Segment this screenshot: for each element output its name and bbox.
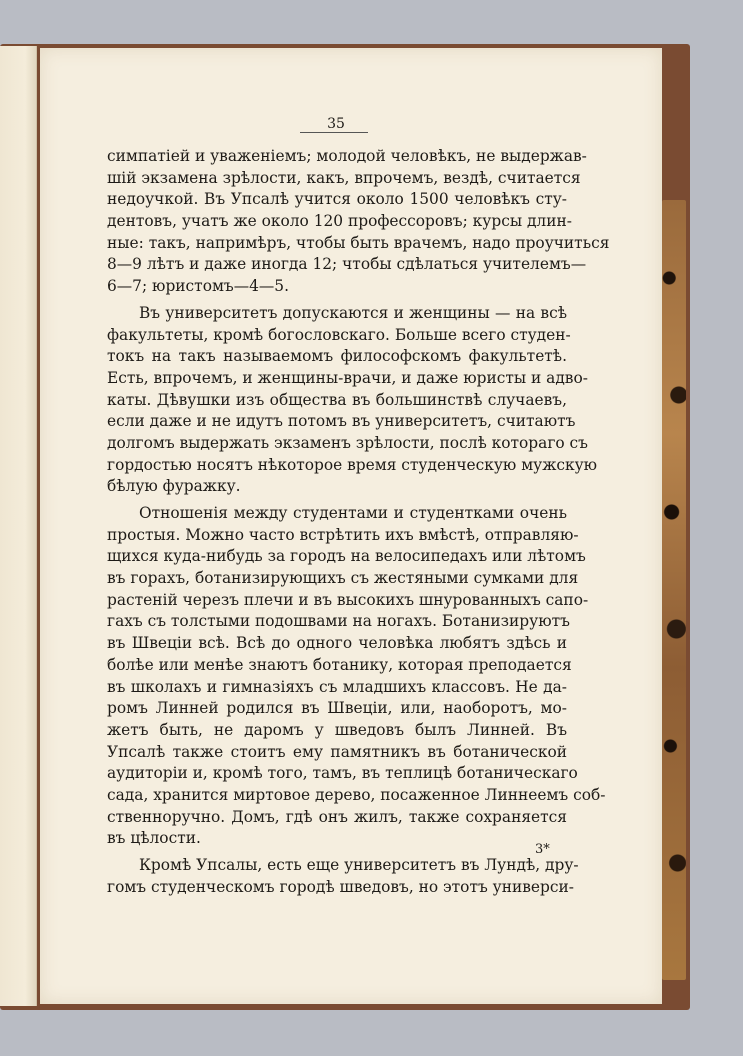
text-line: Есть, впрочемъ, и женщины-врачи, и даже юристы и адво- — [107, 368, 588, 387]
text-line: жетъ быть, не даромъ у шведовъ былъ Линней. Въ — [107, 720, 567, 739]
text-line: ственноручно. Домъ, гдѣ онъ жилъ, также сохраняется — [107, 807, 567, 826]
text-line: если даже и не идутъ потомъ въ университетъ, считаютъ — [107, 412, 576, 431]
text-line: ромъ Линней родился въ Швеціи, или, наоборотъ, мо- — [107, 699, 567, 718]
page-number: 35 — [327, 116, 345, 132]
text-line: факультеты, кромѣ богословскаго. Больше всего студен- — [107, 325, 571, 344]
paragraph-start: Отношенія между студентами и студентками очень — [139, 504, 567, 522]
text-line: въ Швеціи всѣ. Всѣ до одного человѣка любятъ здѣсь и — [107, 634, 567, 653]
text-line: Упсалѣ также стоитъ ему памятникъ въ ботанической — [107, 742, 567, 761]
text-line: каты. Дѣвушки изъ общества въ большинствѣ случаевъ, — [107, 390, 567, 409]
text-line: гахъ съ толстыми подошвами на ногахъ. Ботанизируютъ — [107, 612, 570, 631]
text-line: шій экзамена зрѣлости, какъ, впрочемъ, вездѣ, считается — [107, 168, 581, 187]
text-line: ные: такъ, напримѣръ, чтобы быть врачемъ, надо проучиться — [107, 233, 610, 252]
text-line: простыя. Можно часто встрѣтить ихъ вмѣстѣ, отправляю- — [107, 525, 579, 544]
text-line: токъ на такъ называемомъ философскомъ факультетѣ. — [107, 347, 567, 366]
page-number-rule — [300, 132, 368, 133]
text-line: дентовъ, учатъ же около 120 профессоровъ; курсы длин- — [107, 212, 572, 231]
text-line: бѣлую фуражку. — [107, 477, 241, 496]
text-line: недоучкой. Въ Упсалѣ учится около 1500 человѣкъ сту- — [107, 190, 567, 209]
marbled-edge — [662, 200, 686, 980]
left-page-edge — [0, 46, 37, 1006]
text-line: аудиторіи и, кромѣ того, тамъ, въ теплицѣ ботаническаго — [107, 764, 578, 783]
text-line: растеній черезъ плечи и въ высокихъ шнурованныхъ сапо- — [107, 590, 589, 609]
text-line: въ школахъ и гимназіяхъ съ младшихъ классовъ. Не да- — [107, 677, 567, 696]
text-line: сада, хранится миртовое дерево, посаженное Линнеемъ соб- — [107, 785, 606, 804]
text-line: 8—9 лѣтъ и даже иногда 12; чтобы сдѣлаться учителемъ— — [107, 255, 587, 274]
text-line: въ горахъ, ботанизирующихъ съ жестяными сумками для — [107, 569, 579, 588]
body-text — [107, 146, 610, 898]
text-line: щихся куда-нибудь за городъ на велосипедахъ или лѣтомъ — [107, 547, 586, 566]
text-line: долгомъ выдержать экзаменъ зрѣлости, послѣ котораго съ — [107, 433, 588, 452]
printer-signature-mark: 3* — [535, 842, 550, 857]
text-line: въ цѣлости. — [107, 829, 201, 848]
text-line: гордостью носятъ нѣкоторое время студенческую мужскую — [107, 455, 598, 474]
paragraph-start: Въ университетъ допускаются и женщины — на всѣ — [139, 303, 567, 322]
text-line: 6—7; юристомъ—4—5. — [107, 277, 289, 296]
text-line: симпатіей и уваженіемъ; молодой человѣкъ, не выдержав- — [107, 147, 587, 165]
text-line: болѣе или менѣе знаютъ ботанику, которая преподается — [107, 655, 572, 674]
paragraph-start: Кромѣ Упсалы, есть еще университетъ въ Лундѣ, дру- — [139, 856, 579, 874]
text-line: гомъ студенческомъ городѣ шведовъ, но этотъ универси- — [107, 877, 574, 896]
